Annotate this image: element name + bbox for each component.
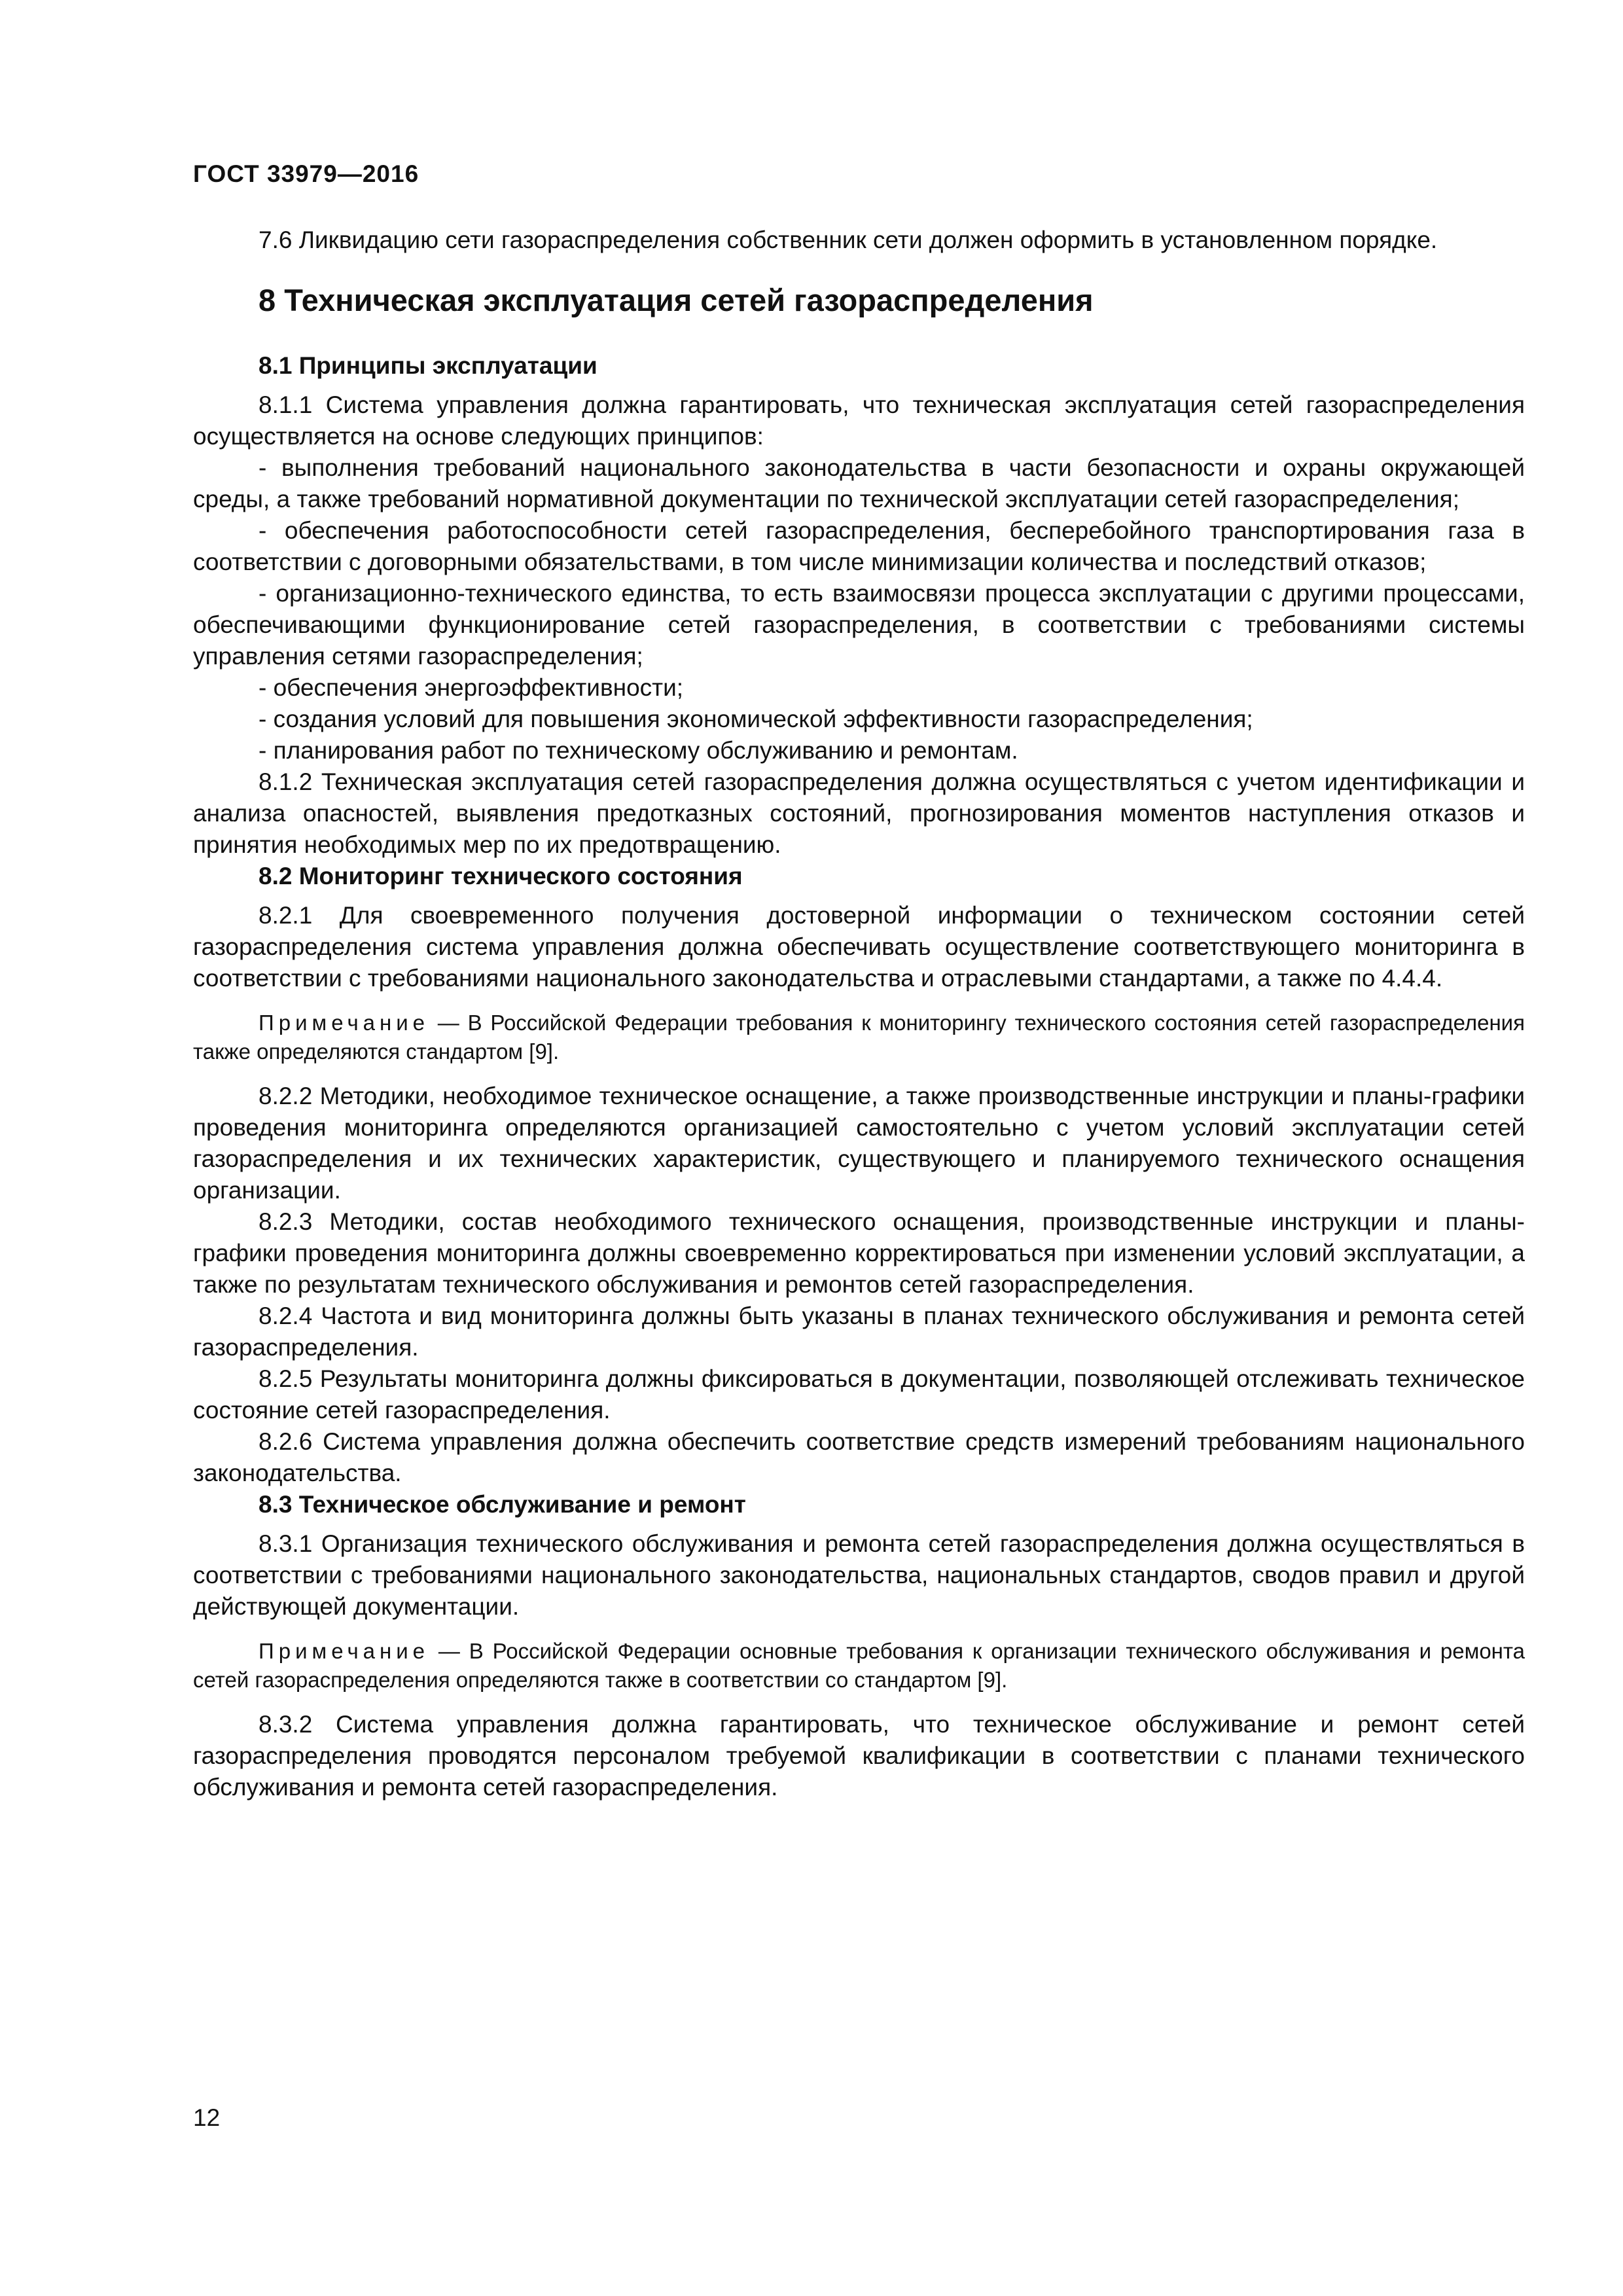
- note-text: — В Российской Федерации требования к мониторингу технического состояния сетей газораспределения также определяются стандартом [9].: [193, 1011, 1525, 1064]
- paragraph-8-2-3: 8.2.3 Методики, состав необходимого технического оснащения, производственные инструкции и планы-графики проведения мониторинга должны своевременно корректироваться при изменении условий эксплуатации, а также по результатам технического обслуживания и ремонтов сетей газораспределения.: [193, 1208, 1525, 1298]
- paragraph-7-6: 7.6 Ликвидацию сети газораспределения собственник сети должен оформить в установленном порядке.: [259, 226, 1438, 253]
- section-8-2-heading: 8.2 Мониторинг технического состояния: [259, 863, 743, 889]
- paragraph-8-2-6: 8.2.6 Система управления должна обеспечить соответствие средств измерений требованиям национального законодательства.: [193, 1428, 1525, 1486]
- paragraph-8-2-4: 8.2.4 Частота и вид мониторинга должны быть указаны в планах технического обслуживания и ремонта сетей газораспределения.: [193, 1302, 1525, 1361]
- list-item: - обеспечения работоспособности сетей газораспределения, бесперебойного транспортирования газа в соответствии с договорными обязательствами, в том числе минимизации количества и последствий отказов;: [193, 517, 1525, 575]
- paragraph-8-2-5: 8.2.5 Результаты мониторинга должны фиксироваться в документации, позволяющей отслеживать техническое состояние сетей газораспределения.: [193, 1365, 1525, 1424]
- list-item: - планирования работ по техническому обслуживанию и ремонтам.: [259, 737, 1018, 764]
- paragraph-8-3-1: 8.3.1 Организация технического обслуживания и ремонта сетей газораспределения должна осуществляться в соответствии с требованиями национального законодательства, национальных стандартов, сводов правил и другой действующей документации.: [193, 1530, 1525, 1620]
- paragraph-8-2-2: 8.2.2 Методики, необходимое техническое оснащение, а также производственные инструкции и планы-графики проведения мониторинга определяются организацией самостоятельно с учетом условий эксплуатации сетей газораспределения и их технических характеристик, существующего и планируемого технического оснащения организации.: [193, 1083, 1525, 1204]
- paragraph-8-3-2: 8.3.2 Система управления должна гарантировать, что техническое обслуживание и ремонт сетей газораспределения проводятся персоналом требуемой квалификации в соответствии с планами технического обслуживания и ремонта сетей газораспределения.: [193, 1711, 1525, 1801]
- page-number: 12: [193, 2104, 221, 2131]
- list-item: - создания условий для повышения экономической эффективности газораспределения;: [259, 706, 1253, 732]
- section-8-heading: 8 Техническая эксплуатация сетей газораспределения: [259, 283, 1094, 317]
- note-text: — В Российской Федерации основные требования к организации технического обслуживания и ремонта сетей газораспределения определяются также в соответствии со стандартом [9].: [193, 1639, 1525, 1692]
- list-item: - организационно-технического единства, то есть взаимосвязи процесса эксплуатации с другими процессами, обеспечивающими функционирование сетей газораспределения, в соответствии с требованиями системы управления сетями газораспределения;: [193, 580, 1525, 670]
- note-maintenance: [193, 1637, 1525, 1695]
- section-8-3-heading: 8.3 Техническое обслуживание и ремонт: [259, 1491, 746, 1518]
- note-label: Примечание: [259, 1011, 430, 1035]
- note-label: Примечание: [259, 1639, 430, 1663]
- document-page: [193, 160, 1525, 1803]
- section-8-1-heading: 8.1 Принципы эксплуатации: [259, 352, 597, 379]
- list-item: - выполнения требований национального законодательства в части безопасности и охраны окружающей среды, а также требований нормативной документации по технической эксплуатации сетей газораспределения;: [193, 454, 1525, 512]
- list-item: - обеспечения энергоэффективности;: [259, 674, 684, 701]
- paragraph-8-2-1: 8.2.1 Для своевременного получения достоверной информации о техническом состоянии сетей газораспределения система управления должна обеспечивать осуществление соответствующего мониторинга в соответствии с требованиями национального законодательства и отраслевыми стандартами, а также по 4.4.4.: [193, 902, 1525, 992]
- document-id: ГОСТ 33979—2016: [193, 160, 419, 187]
- note-monitoring: [193, 1009, 1525, 1066]
- paragraph-8-1-1: 8.1.1 Система управления должна гарантировать, что техническая эксплуатация сетей газораспределения осуществляется на основе следующих принципов:: [193, 391, 1525, 450]
- paragraph-8-1-2: 8.1.2 Техническая эксплуатация сетей газораспределения должна осуществляться с учетом идентификации и анализа опасностей, выявления предотказных состояний, прогнозирования моментов наступления отказов и принятия необходимых мер по их предотвращению.: [193, 768, 1525, 858]
